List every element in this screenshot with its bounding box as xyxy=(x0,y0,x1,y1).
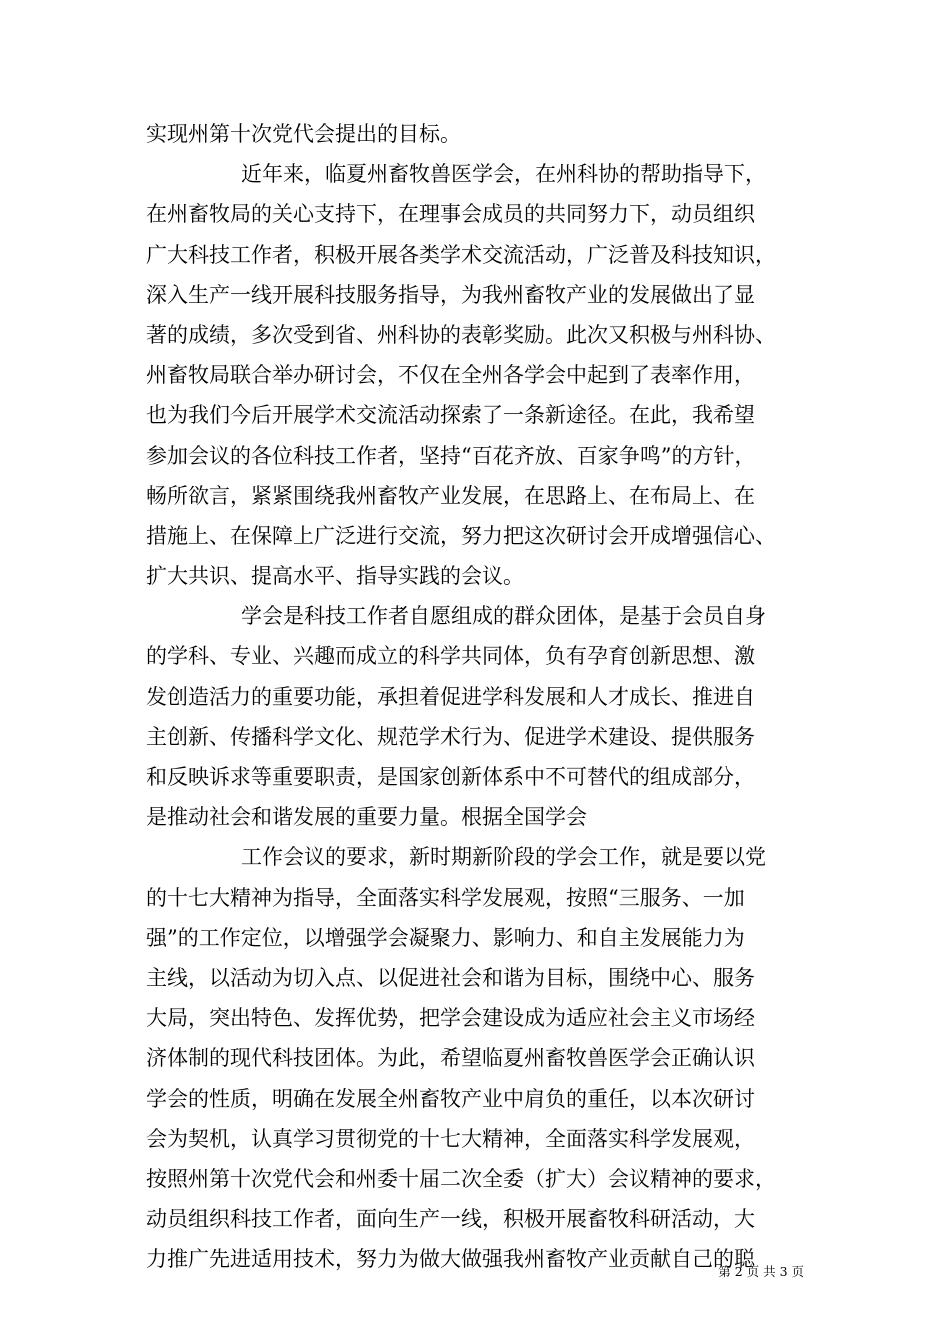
text-line: 广大科技工作者，积极开展各类学术交流活动，广泛普及科技知识， xyxy=(146,242,776,267)
text-line: 主线，以活动为切入点、以促进社会和谐为目标，围绕中心、服务 xyxy=(146,965,755,990)
text-line: 是推动社会和谐发展的重要力量。根据全国学会 xyxy=(146,805,587,830)
text-line: 主创新、传播科学文化、规范学术行为、促进学术建设、提供服务 xyxy=(146,724,755,749)
text-line: 畅所欲言，紧紧围绕我州畜牧产业发展，在思路上、在布局上、在 xyxy=(146,483,755,508)
paragraph-start-line: 学会是科技工作者自愿组成的群众团体，是基于会员自身 xyxy=(241,604,766,629)
text-line: 的十七大精神为指导，全面落实科学发展观，按照“三服务、一加 xyxy=(146,885,745,910)
text-line: 强”的工作定位，以增强学会凝聚力、影响力、和自主发展能力为 xyxy=(146,925,745,950)
text-line: 州畜牧局联合举办研讨会，不仅在全州各学会中起到了表率作用， xyxy=(146,363,755,388)
text-line: 动员组织科技工作者，面向生产一线，积极开展畜牧科研活动，大 xyxy=(146,1207,755,1232)
text-line: 实现州第十次党代会提出的目标。 xyxy=(146,122,461,146)
text-line: 学会的性质，明确在发展全州畜牧产业中肩负的重任，以本次研讨 xyxy=(146,1086,755,1111)
page-number-footer: 第 2 页 共 3 页 xyxy=(718,1264,804,1279)
text-line: 也为我们今后开展学术交流活动探索了一条新途径。在此，我希望 xyxy=(146,403,755,428)
text-line: 发创造活力的重要功能，承担着促进学科发展和人才成长、推进自 xyxy=(146,684,755,709)
paragraph-start-line: 工作会议的要求，新时期新阶段的学会工作，就是要以党 xyxy=(241,845,766,870)
text-line: 力推广先进适用技术，努力为做大做强我州畜牧产业贡献自己的聪 xyxy=(146,1247,755,1272)
text-line: 会为契机，认真学习贯彻党的十七大精神，全面落实科学发展观， xyxy=(146,1126,755,1151)
text-line: 济体制的现代科技团体。为此，希望临夏州畜牧兽医学会正确认识 xyxy=(146,1046,755,1071)
text-line: 大局，突出特色、发挥优势，把学会建设成为适应社会主义市场经 xyxy=(146,1006,755,1031)
text-line: 深入生产一线开展科技服务指导，为我州畜牧产业的发展做出了显 xyxy=(146,282,755,307)
text-line: 参加会议的各位科技工作者，坚持“百花齐放、百家争鸣”的方针， xyxy=(146,443,756,468)
body-text xyxy=(146,114,836,1279)
text-line: 按照州第十次党代会和州委十届二次全委（扩大）会议精神的要求， xyxy=(146,1166,776,1191)
text-line: 在州畜牧局的关心支持下，在理事会成员的共同努力下，动员组织 xyxy=(146,202,755,227)
text-line: 的学科、专业、兴趣而成立的科学共同体，负有孕育创新思想、激 xyxy=(146,644,755,669)
text-line: 和反映诉求等重要职责，是国家创新体系中不可替代的组成部分， xyxy=(146,765,755,789)
paragraph-start-line: 近年来，临夏州畜牧兽医学会，在州科协的帮助指导下， xyxy=(241,162,766,187)
text-line: 措施上、在保障上广泛进行交流，努力把这次研讨会开成增强信心、 xyxy=(146,523,776,548)
text-line: 著的成绩，多次受到省、州科协的表彰奖励。此次又积极与州科协、 xyxy=(146,322,776,347)
text-line: 扩大共识、提高水平、指导实践的会议。 xyxy=(146,564,524,589)
